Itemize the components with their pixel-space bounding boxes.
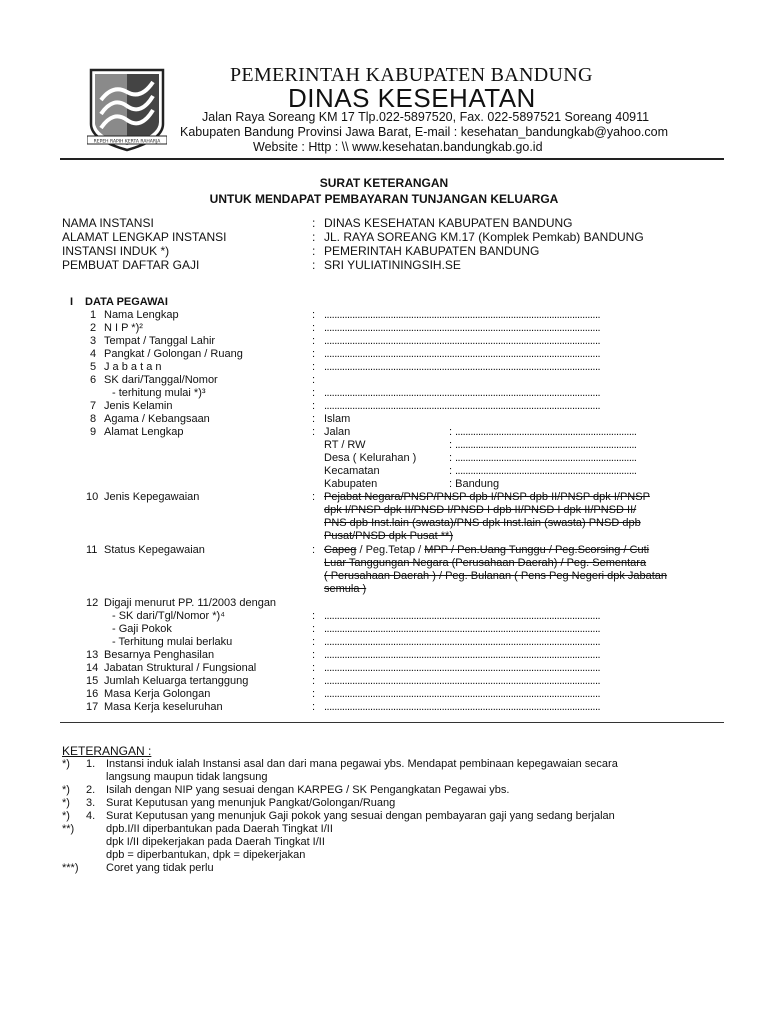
- fill-in-line[interactable]: ............................................................................................................: [324, 309, 601, 321]
- field-label: Digaji menurut PP. 11/2003 dengan: [104, 597, 277, 609]
- colon: :: [449, 439, 453, 451]
- colon: :: [312, 544, 316, 556]
- instansi-label: ALAMAT LENGKAP INSTANSI: [62, 230, 227, 244]
- note-text: Isilah dengan NIP yang sesuai dengan KARPEG / SK Pengangkatan Pegawai ybs.: [106, 784, 510, 796]
- colon: :: [312, 662, 316, 674]
- note-number: 3.: [86, 797, 96, 809]
- strikethrough-option: semula ): [324, 583, 367, 595]
- field-number: 2: [90, 322, 97, 334]
- field-label: SK dari/Tanggal/Nomor: [104, 374, 218, 386]
- colon: :: [312, 230, 316, 244]
- colon: :: [312, 361, 316, 373]
- colon: :: [312, 623, 316, 635]
- colon: :: [449, 426, 453, 438]
- field-number: 14: [86, 662, 99, 674]
- field-label: Tempat / Tanggal Lahir: [104, 335, 216, 347]
- colon: :: [312, 258, 316, 272]
- note-number: 1.: [86, 758, 96, 770]
- note-text: Instansi induk ialah Instansi asal dan dari mana pegawai ybs. Mendapat pembinaan kepegawaian secara: [106, 758, 618, 770]
- section-number: I: [70, 296, 74, 308]
- colon: :: [312, 216, 316, 230]
- instansi-label: PEMBUAT DAFTAR GAJI: [62, 258, 200, 272]
- note-number: 2.: [86, 784, 96, 796]
- notes-heading: KETERANGAN :: [62, 744, 152, 758]
- note-mark: *): [62, 758, 70, 770]
- fill-in-line[interactable]: ............................................................................................................: [324, 623, 601, 635]
- address-part-label: Desa ( Kelurahan ): [324, 452, 417, 464]
- field-label: J a b a t a n: [104, 361, 162, 373]
- colon: :: [312, 649, 316, 661]
- field-label: Alamat Lengkap: [104, 426, 184, 438]
- colon: :: [312, 701, 316, 713]
- field-label: Status Kepegawaian: [104, 544, 205, 556]
- address-part-value: : Bandung: [449, 478, 500, 490]
- field-label: Jumlah Keluarga tertanggung: [104, 675, 249, 687]
- colon: :: [312, 309, 316, 321]
- field-label: Jenis Kelamin: [104, 400, 173, 412]
- kabupaten-bandung-emblem-icon: [87, 66, 167, 156]
- strikethrough-option: ( Perusahaan Daerah ) / Peg. Bulanan ( Pens Peg Negeri dpk Jabatan: [324, 570, 668, 582]
- colon: :: [312, 374, 316, 386]
- document-title: SURAT KETERANGAN: [319, 176, 449, 190]
- header-region-email: Kabupaten Bandung Provinsi Jawa Barat, E-mail : kesehatan_bandungkab@yahoo.com: [180, 125, 669, 139]
- field-number: 16: [86, 688, 99, 700]
- colon: :: [312, 675, 316, 687]
- selected-option: / Peg.Tetap /: [356, 544, 425, 556]
- fill-in-line[interactable]: ............................................................................................................: [324, 400, 601, 412]
- note-text: dpb = diperbantukan, dpk = dipekerjakan: [106, 849, 306, 861]
- field-number: 12: [86, 597, 99, 609]
- strikethrough-option: MPP / Pen.Uang Tunggu / Peg.Scorsing / Cuti: [424, 544, 650, 556]
- field-label: Besarnya Penghasilan: [104, 649, 215, 661]
- instansi-label: INSTANSI INDUK *): [62, 244, 170, 258]
- field-sublabel: - SK dari/Tgl/Nomor *)⁴: [112, 610, 225, 622]
- field-value: Islam: [324, 413, 351, 425]
- strikethrough-option: PNS dpb Inst.lain (swasta)/PNS dpk Inst.lain (swasta) PNSD dpb: [324, 517, 641, 529]
- note-text: Surat Keputusan yang menunjuk Gaji pokok yang sesuai dengan pembayaran gaji yang sedang berjalan: [106, 810, 615, 822]
- header-government: PEMERINTAH KABUPATEN BANDUNG: [230, 64, 593, 86]
- field-number: 10: [86, 491, 99, 503]
- fill-in-line[interactable]: .......................................................................: [455, 452, 637, 464]
- colon: :: [312, 426, 316, 438]
- address-part-label: RT / RW: [324, 439, 366, 451]
- fill-in-line[interactable]: .......................................................................: [455, 426, 637, 438]
- fill-in-line[interactable]: ............................................................................................................: [324, 649, 601, 661]
- field-number: 5: [90, 361, 97, 373]
- field-label: Masa Kerja Golongan: [104, 688, 211, 700]
- section-divider: [60, 722, 724, 723]
- fill-in-line[interactable]: ............................................................................................................: [324, 701, 601, 713]
- colon: :: [312, 244, 316, 258]
- colon: :: [312, 348, 316, 360]
- note-mark: *): [62, 784, 70, 796]
- field-label: Jenis Kepegawaian: [104, 491, 200, 503]
- fill-in-line[interactable]: .......................................................................: [455, 465, 637, 477]
- colon: :: [312, 636, 316, 648]
- colon: :: [312, 322, 316, 334]
- instansi-value: JL. RAYA SOREANG KM.17 (Komplek Pemkab) BANDUNG: [324, 230, 644, 244]
- field-number: 15: [86, 675, 99, 687]
- field-sublabel: - Terhitung mulai berlaku: [112, 636, 233, 648]
- field-number: 9: [90, 426, 97, 438]
- note-text: Surat Keputusan yang menunjuk Pangkat/Golongan/Ruang: [106, 797, 396, 809]
- field-number: 4: [90, 348, 97, 360]
- header-website: Website : Http : \\ www.kesehatan.bandungkab.go.id: [253, 140, 543, 154]
- fill-in-line[interactable]: ............................................................................................................: [324, 387, 601, 399]
- field-sublabel: - Gaji Pokok: [112, 623, 172, 635]
- strikethrough-option: dpk I/PNSP dpk II/PNSD I/PNSD I dpb II/PNSD I dpk II/PNSD II/: [324, 504, 637, 516]
- field-label: Agama / Kebangsaan: [104, 413, 210, 425]
- note-mark: ***): [62, 862, 79, 874]
- note-text: dpk I/II dipekerjakan pada Daerah Tingkat I/II: [106, 836, 325, 848]
- address-part-label: Kecamatan: [324, 465, 380, 477]
- instansi-value: PEMERINTAH KABUPATEN BANDUNG: [324, 244, 540, 258]
- note-mark: *): [62, 810, 70, 822]
- strikethrough-option: Pusat/PNSD dpk Pusat **): [324, 530, 454, 542]
- field-number: 1: [90, 309, 97, 321]
- document-subtitle: UNTUK MENDAPAT PEMBAYARAN TUNJANGAN KELUARGA: [209, 192, 559, 206]
- colon: :: [312, 491, 316, 503]
- fill-in-line[interactable]: ............................................................................................................: [324, 348, 601, 360]
- fill-in-line[interactable]: ............................................................................................................: [324, 675, 601, 687]
- instansi-value: DINAS KESEHATAN KABUPATEN BANDUNG: [324, 216, 573, 230]
- field-label: Masa Kerja keseluruhan: [104, 701, 223, 713]
- logo-motto: REPEH RAPIH KERTA RAHARJA: [93, 139, 161, 145]
- address-part-label: Jalan: [324, 426, 351, 438]
- note-number: 4.: [86, 810, 96, 822]
- field-number: 7: [90, 400, 97, 412]
- fill-in-line[interactable]: ............................................................................................................: [324, 335, 601, 347]
- colon: :: [312, 387, 316, 399]
- fill-in-line[interactable]: ............................................................................................................: [324, 662, 601, 674]
- field-number: 3: [90, 335, 97, 347]
- field-number: 6: [90, 374, 97, 386]
- strikethrough-option: Capeg: [324, 544, 357, 556]
- fill-in-line[interactable]: ............................................................................................................: [324, 322, 601, 334]
- colon: :: [312, 688, 316, 700]
- colon: :: [312, 610, 316, 622]
- field-label: Jabatan Struktural / Fungsional: [104, 662, 257, 674]
- note-text: langsung maupun tidak langsung: [106, 771, 268, 783]
- field-number: 17: [86, 701, 99, 713]
- header-department: DINAS KESEHATAN: [288, 83, 536, 113]
- fill-in-line[interactable]: ............................................................................................................: [324, 361, 601, 373]
- colon: :: [449, 465, 453, 477]
- field-sublabel: - terhitung mulai *)³: [112, 387, 206, 399]
- note-text: dpb.I/II diperbantukan pada Daerah Tingkat I/II: [106, 823, 333, 835]
- letterhead-rule: [60, 158, 724, 160]
- field-label: Nama Lengkap: [104, 309, 179, 321]
- field-number: 11: [86, 544, 98, 556]
- note-mark: **): [62, 823, 75, 835]
- colon: :: [312, 400, 316, 412]
- field-label: Pangkat / Golongan / Ruang: [104, 348, 243, 360]
- instansi-label: NAMA INSTANSI: [62, 216, 154, 230]
- fill-in-line[interactable]: .......................................................................: [455, 439, 637, 451]
- field-label: N I P *)²: [104, 322, 143, 334]
- fill-in-line[interactable]: ............................................................................................................: [324, 636, 601, 648]
- fill-in-line[interactable]: ............................................................................................................: [324, 688, 601, 700]
- note-text: Coret yang tidak perlu: [106, 862, 214, 874]
- fill-in-line[interactable]: ............................................................................................................: [324, 610, 601, 622]
- colon: :: [449, 452, 453, 464]
- address-part-label: Kabupaten: [324, 478, 378, 490]
- colon: :: [312, 413, 316, 425]
- status-options-line: [324, 544, 649, 557]
- section-title: DATA PEGAWAI: [85, 296, 168, 308]
- strikethrough-option: Luar Tanggungan Negara (Perusahaan Daerah) / Peg. Sementara: [324, 557, 647, 569]
- colon: :: [312, 335, 316, 347]
- strikethrough-option: Pejabat Negara/PNSP/PNSP dpb I/PNSP dpb II/PNSP dpk I/PNSP: [324, 491, 650, 503]
- instansi-value: SRI YULIATININGSIH.SE: [324, 258, 461, 272]
- note-mark: *): [62, 797, 70, 809]
- field-number: 13: [86, 649, 99, 661]
- header-address: Jalan Raya Soreang KM 17 Tlp.022-5897520, Fax. 022-5897521 Soreang 40911: [202, 110, 650, 124]
- field-number: 8: [90, 413, 97, 425]
